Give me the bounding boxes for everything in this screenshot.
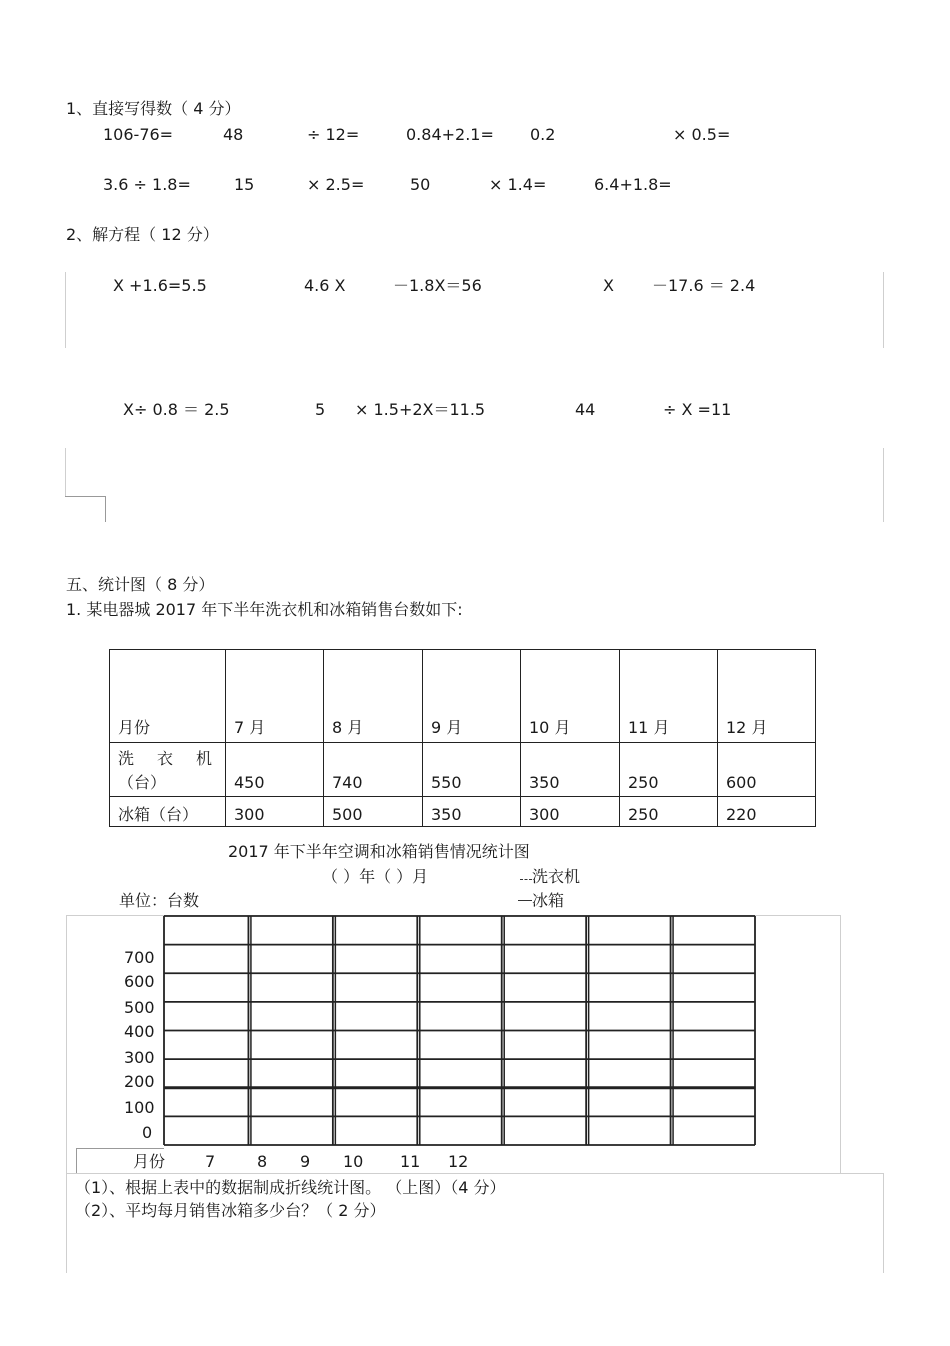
table-cell: 500 — [324, 797, 423, 827]
chart-date-line: （ ）年（ ）月 — [322, 867, 429, 886]
chart-title: 2017 年下半年空调和冰箱销售情况统计图 — [228, 842, 530, 861]
table-cell: 12 月 — [718, 650, 816, 743]
legend-washer: 洗衣机 — [520, 869, 580, 885]
table-cell: 600 — [718, 743, 816, 797]
washer-label: 洗 衣 机 — [118, 749, 212, 768]
y-tick-label: 400 — [124, 1022, 155, 1041]
table-cell: 300 — [226, 797, 324, 827]
table-cell: 550 — [423, 743, 521, 797]
problem-text: 50 — [410, 175, 431, 194]
x-tick-label: 8 — [257, 1152, 268, 1171]
problem-text: ÷ 12= — [307, 125, 360, 144]
equation-text: －17.6 ＝ 2.4 — [652, 276, 756, 295]
equation-text: X +1.6=5.5 — [113, 276, 207, 295]
table-cell: 350 — [423, 797, 521, 827]
table-cell: 8 月 — [324, 650, 423, 743]
problem-text: × 1.4= — [489, 175, 547, 194]
equation-text: 4.6 X — [304, 276, 346, 295]
problem-text: 3.6 ÷ 1.8= — [103, 175, 191, 194]
x-tick-label: 7 — [205, 1152, 216, 1171]
washer-unit: （台） — [118, 773, 167, 792]
table-cell: 250 — [620, 743, 718, 797]
equation-text: X÷ 0.8 ＝ 2.5 — [123, 400, 230, 419]
problem-statement: 1. 某电器城 2017 年下半年洗衣机和冰箱销售台数如下: — [66, 600, 463, 619]
table-cell: 450 — [226, 743, 324, 797]
table-cell: 10 月 — [521, 650, 620, 743]
section-5-title: 五、统计图（ 8 分） — [66, 575, 215, 594]
table-cell: 月份 — [110, 650, 226, 743]
table-cell: 7 月 — [226, 650, 324, 743]
table-cell: 300 — [521, 797, 620, 827]
equation-text: × 1.5+2X＝11.5 — [355, 400, 486, 419]
problem-text: 0.84+2.1= — [406, 125, 494, 144]
section-2-title: 2、解方程（ 12 分） — [66, 225, 219, 244]
table-cell: 220 — [718, 797, 816, 827]
table-cell: 11 月 — [620, 650, 718, 743]
equation-text: ÷ X =11 — [663, 400, 732, 419]
y-tick-label: 700 — [124, 948, 155, 967]
problem-text: 48 — [223, 125, 244, 144]
problem-text: × 0.5= — [673, 125, 731, 144]
problem-text: 6.4+1.8= — [594, 175, 672, 194]
question-1: （1）、根据上表中的数据制成折线统计图。 （上图）（4 分） — [75, 1178, 506, 1197]
section-1-title: 1、直接写得数（ 4 分） — [66, 99, 241, 118]
y-tick-label: 600 — [124, 972, 155, 991]
problem-text: 0.2 — [530, 125, 556, 144]
table-cell: 9 月 — [423, 650, 521, 743]
chart-unit: 单位：台数 — [119, 891, 200, 910]
question-2: （2）、平均每月销售冰箱多少台？（ 2 分） — [75, 1201, 386, 1220]
x-tick-label: 12 — [448, 1152, 469, 1171]
y-tick-label: 300 — [124, 1048, 155, 1067]
x-tick-label: 10 — [343, 1152, 364, 1171]
equation-text: X — [603, 276, 614, 295]
x-axis-label: 月份 — [133, 1152, 166, 1171]
y-tick-label: 200 — [124, 1072, 155, 1091]
y-tick-label: 500 — [124, 998, 155, 1017]
equation-text: 5 — [315, 400, 326, 419]
table-cell: 冰箱（台） — [110, 797, 226, 827]
equation-text: 44 — [575, 400, 596, 419]
problem-text: × 2.5= — [307, 175, 365, 194]
equation-text: －1.8X＝56 — [393, 276, 482, 295]
table-cell: 350 — [521, 743, 620, 797]
y-tick-label: 0 — [142, 1123, 153, 1142]
x-tick-label: 11 — [400, 1152, 421, 1171]
y-tick-label: 100 — [124, 1098, 155, 1117]
legend-fridge: 冰箱 — [518, 893, 564, 909]
problem-text: 15 — [234, 175, 255, 194]
table-cell: 250 — [620, 797, 718, 827]
problem-text: 106-76= — [103, 125, 174, 144]
table-cell: 740 — [324, 743, 423, 797]
x-tick-label: 9 — [300, 1152, 311, 1171]
